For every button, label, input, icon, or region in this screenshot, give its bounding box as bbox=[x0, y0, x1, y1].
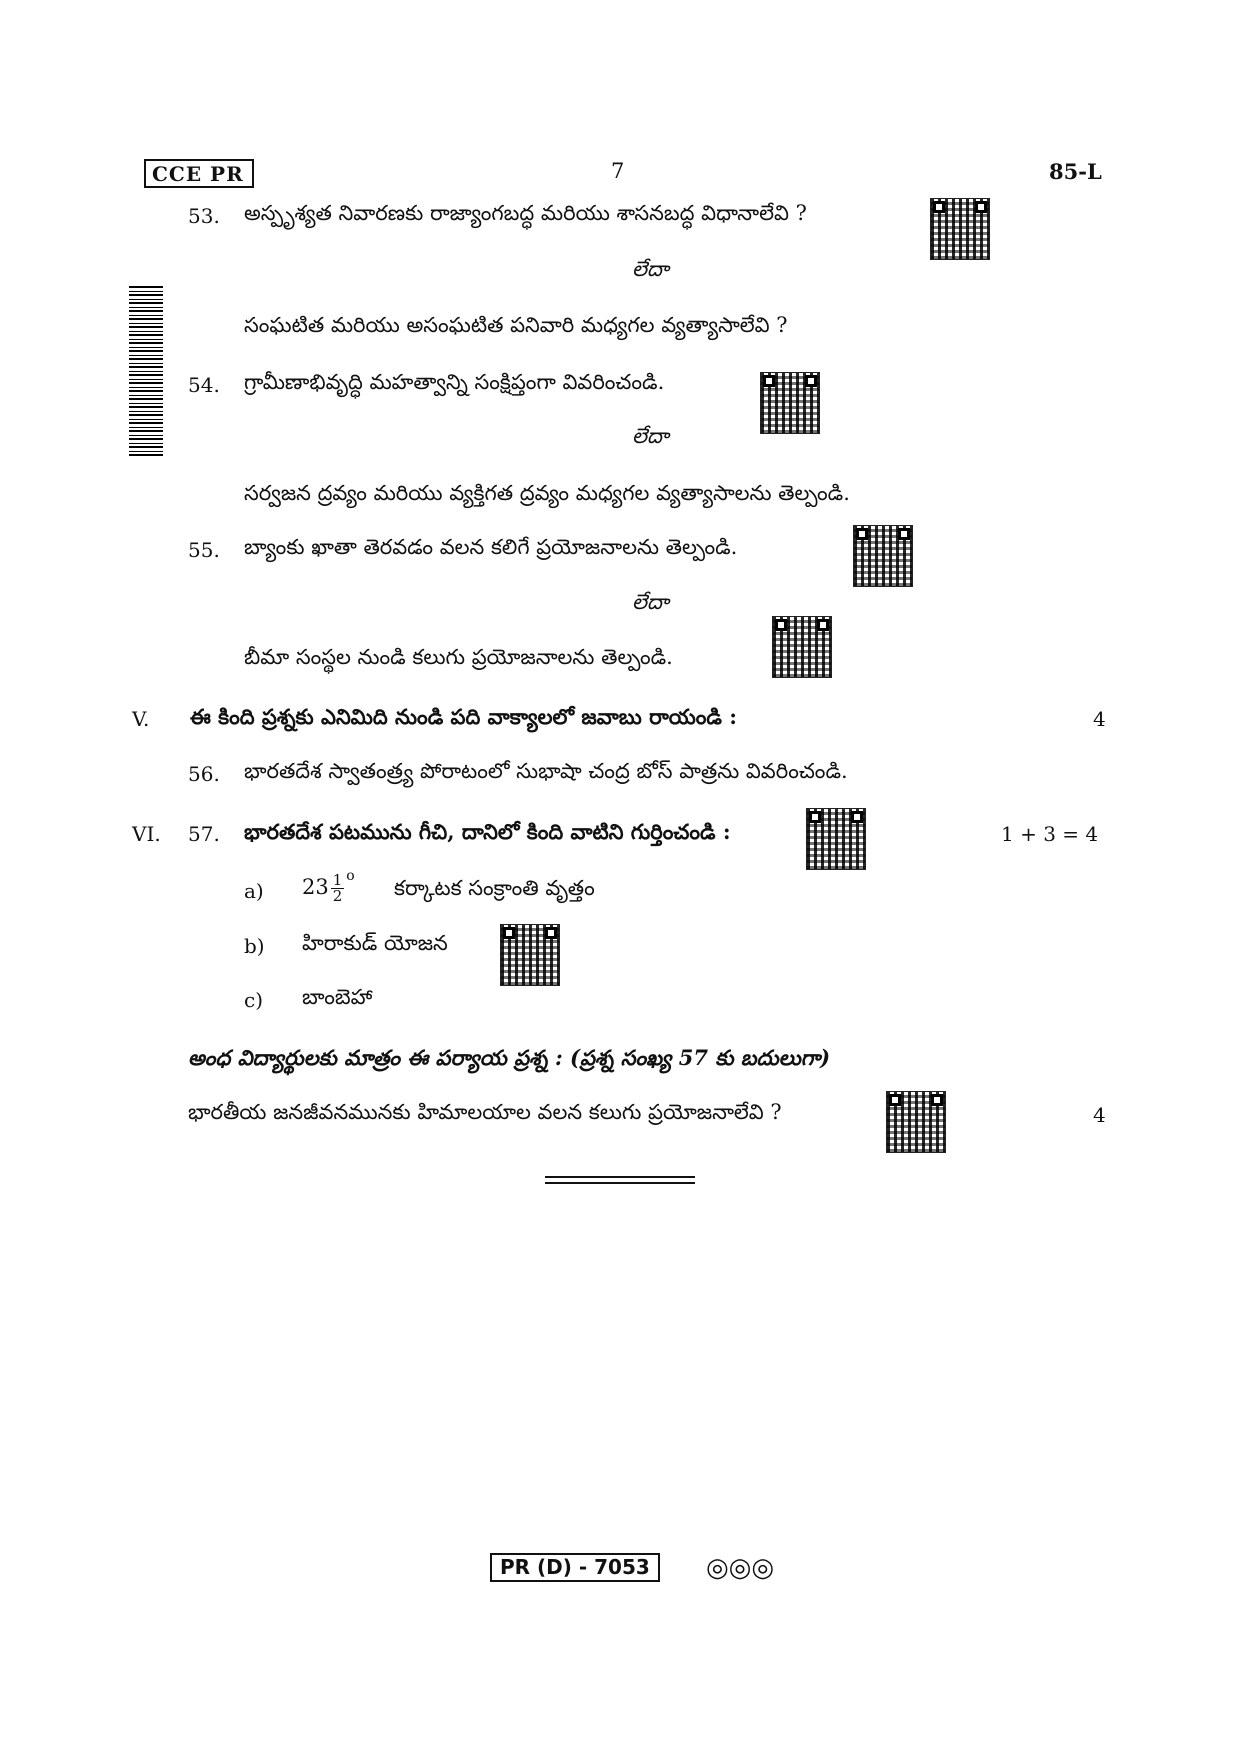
paper-code: 85-L bbox=[1049, 159, 1102, 184]
item-a-latitude bbox=[302, 868, 355, 904]
q53-or-label: లేదా bbox=[632, 257, 669, 281]
end-rule-bottom bbox=[545, 1182, 695, 1184]
item-a-degree: o bbox=[346, 868, 355, 884]
qr-code-q53[interactable] bbox=[930, 198, 990, 260]
q53-number: 53. bbox=[188, 204, 220, 228]
qr-code-q54[interactable] bbox=[760, 372, 820, 434]
item-a-frac-den: 2 bbox=[332, 887, 343, 905]
qr-code-item-b[interactable] bbox=[500, 924, 560, 986]
end-rule-top bbox=[545, 1176, 695, 1178]
item-a-text: కర్కాటక సంక్రాంతి వృత్తం bbox=[394, 876, 595, 900]
q54-alt-text: సర్వజన ద్రవ్యం మరియు వ్యక్తిగత ద్రవ్యం మధ్యగల వ్యత్యాసాలను తెల్పండి. bbox=[244, 481, 850, 505]
q55-number: 55. bbox=[188, 538, 220, 562]
item-a-whole: 23 bbox=[302, 875, 329, 899]
blind-alt-heading: అంధ విద్యార్థులకు మాత్రం ఈ పర్యాయ ప్రశ్న : (ప్రశ్న సంఖ్య 57 కు బదులుగా) bbox=[188, 1045, 831, 1070]
item-b-label: b) bbox=[244, 934, 265, 958]
side-barcode bbox=[129, 286, 163, 456]
q55-alt-text: బీమా సంస్థల నుండి కలుగు ప్రయోజనాలను తెల్పండి. bbox=[244, 645, 673, 669]
q56-number: 56. bbox=[188, 762, 220, 786]
item-c-label: c) bbox=[244, 988, 264, 1012]
footer-mark: ◎◎◎ bbox=[706, 1553, 775, 1583]
footer-box-label: PR (D) - 7053 bbox=[490, 1553, 660, 1582]
item-c-text: బాంబెహా bbox=[302, 985, 373, 1009]
item-a-fraction bbox=[331, 873, 345, 904]
q54-or-label: లేదా bbox=[632, 424, 669, 448]
q54-number: 54. bbox=[188, 373, 220, 397]
item-a-frac-num: 1 bbox=[332, 871, 343, 889]
header-box-label: CCE PR bbox=[144, 159, 254, 188]
section6-roman: VI. bbox=[132, 822, 161, 846]
section5-roman: V. bbox=[132, 707, 150, 731]
q53-alt-text: సంఘటిత మరియు అసంఘటిత పనివారి మధ్యగల వ్యత్యాసాలేవి ? bbox=[244, 313, 788, 337]
section6-marks: 1 + 3 = 4 bbox=[1001, 822, 1099, 846]
qr-code-q55-alt[interactable] bbox=[772, 616, 832, 678]
q55-text: బ్యాంకు ఖాతా తెరవడం వలన కలిగే ప్రయోజనాలను తెల్పండి. bbox=[244, 535, 738, 559]
q54-text: గ్రామీణాభివృద్ధి మహత్వాన్ని సంక్షిప్తంగా వివరించండి. bbox=[244, 370, 665, 394]
item-a-label: a) bbox=[244, 879, 264, 903]
item-b-text: హిరాకుడ్ యోజన bbox=[302, 931, 448, 955]
qr-code-blind-alt[interactable] bbox=[886, 1091, 946, 1153]
q53-text: అస్పృశ్యత నివారణకు రాజ్యాంగబద్ధ మరియు శాసనబద్ధ విధానాలేవి ? bbox=[244, 201, 807, 225]
blind-alt-marks: 4 bbox=[1093, 1103, 1106, 1127]
section5-instruction: ఈ కింది ప్రశ్నకు ఎనిమిది నుండి పది వాక్యాలలో జవాబు రాయండి : bbox=[190, 704, 738, 729]
q57-text: భారతదేశ పటమును గీచి, దానిలో కింది వాటిని గుర్తించండి : bbox=[244, 819, 731, 844]
q55-or-label: లేదా bbox=[632, 590, 669, 614]
qr-code-q55[interactable] bbox=[853, 525, 913, 587]
page-number: 7 bbox=[611, 159, 625, 183]
q57-number: 57. bbox=[188, 822, 220, 846]
q56-text: భారతదేశ స్వాతంత్ర్య పోరాటంలో సుభాషా చంద్ర బోస్ పాత్రను వివరించండి. bbox=[244, 759, 848, 783]
blind-alt-text: భారతీయ జనజీవనమునకు హిమాలయాల వలన కలుగు ప్రయోజనాలేవి ? bbox=[188, 1100, 782, 1124]
section5-marks: 4 bbox=[1093, 707, 1106, 731]
qr-code-q57[interactable] bbox=[806, 808, 866, 870]
